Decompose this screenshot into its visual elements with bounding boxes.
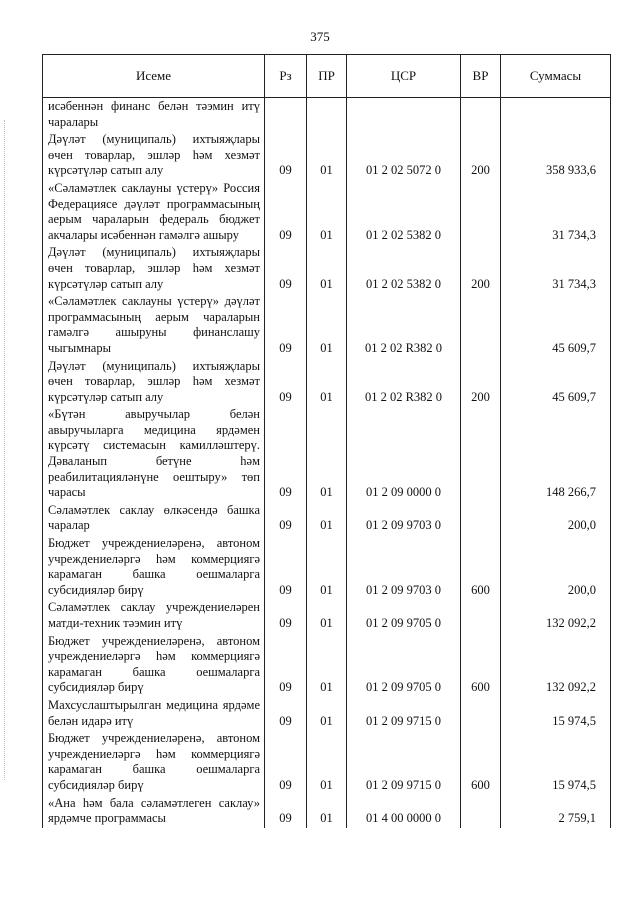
row-name: Сәламәтлек саклау учреждениеләрен матди-техник тәэмин итү: [43, 599, 265, 632]
row-pr: 01: [307, 293, 347, 357]
row-sum: 132 092,2: [501, 599, 611, 632]
row-csr: 01 2 02 5072 0: [347, 131, 461, 180]
row-name: Бюджет учреждениеләренә, автоном учреждениеләргә һәм коммерциягә карамаган башка оешмаларга субсидияләр бирү: [43, 535, 265, 599]
row-name: «Ана һәм бала сәламәтлеген саклау» ярдәмче программасы: [43, 795, 265, 828]
row-rz: 09: [265, 795, 307, 828]
table-row: [43, 599, 611, 632]
row-rz: 09: [265, 180, 307, 244]
row-sum: 200,0: [501, 502, 611, 535]
table-row: [43, 180, 611, 244]
row-rz: 09: [265, 131, 307, 180]
row-csr: 01 2 09 9705 0: [347, 633, 461, 697]
row-name: исәбеннән финанс белән тәэмин итү чаралары: [43, 98, 265, 132]
row-vr: [461, 795, 501, 828]
header-vr: ВР: [461, 55, 501, 98]
row-vr: 600: [461, 730, 501, 794]
row-csr: 01 2 09 9715 0: [347, 697, 461, 730]
row-sum: 45 609,7: [501, 358, 611, 407]
row-sum: 31 734,3: [501, 180, 611, 244]
row-rz: 09: [265, 599, 307, 632]
header-pr: ПР: [307, 55, 347, 98]
table-row: [43, 535, 611, 599]
table-header: [43, 55, 611, 98]
row-name: Бюджет учреждениеләренә, автоном учреждениеләргә һәм коммерциягә карамаган башка оешмаларга субсидияләр бирү: [43, 633, 265, 697]
row-name: Махсуслаштырылган медицина ярдәме белән идарә итү: [43, 697, 265, 730]
table-row: [43, 795, 611, 828]
row-name: «Сәламәтлек саклауны үстерү» Россия Федерациясе дәүләт программасының аерым чараларын федераль бюджет акчалары исәбеннән гамәлгә ашыру: [43, 180, 265, 244]
row-csr: 01 2 02 R382 0: [347, 293, 461, 357]
row-sum: 15 974,5: [501, 697, 611, 730]
row-vr: 200: [461, 131, 501, 180]
row-pr: 01: [307, 131, 347, 180]
row-csr: 01 2 09 0000 0: [347, 406, 461, 502]
margin-dotted-line: [4, 120, 6, 780]
row-vr: [461, 599, 501, 632]
table-row: [43, 697, 611, 730]
table-row: [43, 244, 611, 293]
row-name: «Бүтән авыручылар белән авыручыларга медицина ярдәмен күрсәтү системасын камилләштерү. Дәваланып бетүне һәм реабилитацияләнүне оештыру» төп чарасы: [43, 406, 265, 502]
page-number: 375: [310, 29, 330, 44]
table-row: [43, 730, 611, 794]
row-sum: [501, 98, 611, 132]
row-csr: 01 2 02 5382 0: [347, 244, 461, 293]
row-sum: 200,0: [501, 535, 611, 599]
row-rz: 09: [265, 697, 307, 730]
row-pr: 01: [307, 244, 347, 293]
row-rz: 09: [265, 535, 307, 599]
row-vr: [461, 697, 501, 730]
row-sum: 15 974,5: [501, 730, 611, 794]
row-csr: 01 2 09 9703 0: [347, 502, 461, 535]
row-vr: [461, 98, 501, 132]
header-csr: ЦСР: [347, 55, 461, 98]
row-name: Бюджет учреждениеләренә, автоном учреждениеләргә һәм коммерциягә карамаган башка оешмаларга субсидияләр бирү: [43, 730, 265, 794]
table-row: [43, 358, 611, 407]
row-vr: 200: [461, 244, 501, 293]
row-pr: 01: [307, 697, 347, 730]
row-sum: 148 266,7: [501, 406, 611, 502]
row-pr: 01: [307, 633, 347, 697]
row-name: Дәүләт (муниципаль) ихтыяҗлары өчен товарлар, эшләр һәм хезмәт күрсәтүләр сатып алу: [43, 131, 265, 180]
row-csr: 01 2 02 R382 0: [347, 358, 461, 407]
row-pr: 01: [307, 180, 347, 244]
row-csr: 01 2 02 5382 0: [347, 180, 461, 244]
table-row: [43, 406, 611, 502]
table-row: [43, 293, 611, 357]
row-sum: 45 609,7: [501, 293, 611, 357]
header-rz: Рз: [265, 55, 307, 98]
row-csr: 01 2 09 9705 0: [347, 599, 461, 632]
row-pr: 01: [307, 406, 347, 502]
row-vr: [461, 406, 501, 502]
row-csr: 01 2 09 9715 0: [347, 730, 461, 794]
row-pr: 01: [307, 358, 347, 407]
table-row: [43, 502, 611, 535]
table-body: [43, 98, 611, 828]
budget-table: [42, 54, 611, 828]
row-sum: 2 759,1: [501, 795, 611, 828]
row-pr: 01: [307, 535, 347, 599]
table-row: [43, 633, 611, 697]
row-rz: 09: [265, 244, 307, 293]
row-pr: 01: [307, 502, 347, 535]
row-name: «Сәламәтлек саклауны үстерү» дәүләт программасының аерым чараларын гамәлгә ашыруны финанслашу чыгымнары: [43, 293, 265, 357]
header-sum: Суммасы: [501, 55, 611, 98]
row-csr: 01 2 09 9703 0: [347, 535, 461, 599]
header-name: Исеме: [43, 55, 265, 98]
row-csr: 01 4 00 0000 0: [347, 795, 461, 828]
row-rz: [265, 98, 307, 132]
row-rz: 09: [265, 358, 307, 407]
row-pr: 01: [307, 599, 347, 632]
row-pr: 01: [307, 795, 347, 828]
row-name: Дәүләт (муниципаль) ихтыяҗлары өчен товарлар, эшләр һәм хезмәт күрсәтүләр сатып алу: [43, 358, 265, 407]
row-sum: 358 933,6: [501, 131, 611, 180]
row-vr: 600: [461, 535, 501, 599]
row-rz: 09: [265, 502, 307, 535]
row-rz: 09: [265, 730, 307, 794]
row-pr: [307, 98, 347, 132]
row-name: Дәүләт (муниципаль) ихтыяҗлары өчен товарлар, эшләр һәм хезмәт күрсәтүләр сатып алу: [43, 244, 265, 293]
table-row: [43, 98, 611, 132]
row-rz: 09: [265, 633, 307, 697]
row-vr: 200: [461, 358, 501, 407]
row-sum: 31 734,3: [501, 244, 611, 293]
row-vr: 600: [461, 633, 501, 697]
row-vr: [461, 502, 501, 535]
row-rz: 09: [265, 406, 307, 502]
table-row: [43, 131, 611, 180]
row-csr: [347, 98, 461, 132]
row-vr: [461, 293, 501, 357]
row-sum: 132 092,2: [501, 633, 611, 697]
row-name: Сәламәтлек саклау өлкәсендә башка чаралар: [43, 502, 265, 535]
row-pr: 01: [307, 730, 347, 794]
row-rz: 09: [265, 293, 307, 357]
row-vr: [461, 180, 501, 244]
